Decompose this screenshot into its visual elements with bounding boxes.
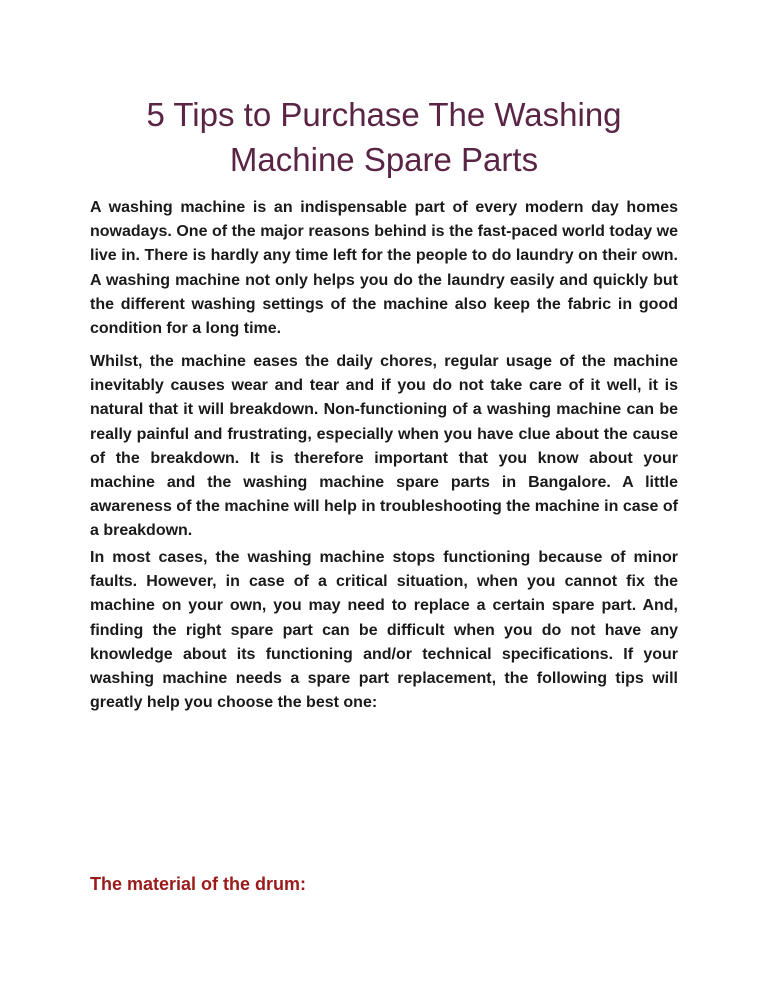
paragraph-wear-and-tear: Whilst, the machine eases the daily chores, regular usage of the machine inevitably causes wear and tear and if you do not take care of it well, it is natural that it will breakdown. Non-functioning of a washing machine can be really painful and frustrating, especially when you have clue about the cause of the breakdown. It is therefore important that you know about your machine and the washing machine spare parts in Bangalore. A little awareness of the machine will help in troubleshooting the machine in case of a breakdown. [90,353,678,540]
paragraph-minor-faults: In most cases, the washing machine stops functioning because of minor faults. However, in case of a critical situation, when you cannot fix the machine on your own, you may need to replace a certain spare part. And, finding the right spare part can be difficult when you do not have any knowledge about its functioning and/or technical specifications. If your washing machine needs a spare part replacement, the following tips will greatly help you choose the best one: [90,549,678,712]
paragraph-intro: A washing machine is an indispensable part of every modern day homes nowadays. One of the major reasons behind is the fast-paced world today we live in. There is hardly any time left for the people to do laundry on their own. A washing machine not only helps you do the laundry easily and quickly but the different washing settings of the machine also keep the fabric in good condition for a long time. [90,199,678,338]
title-line-1: 5 Tips to Purchase The Washing [146,96,622,133]
section-heading-drum-material: The material of the drum: [90,874,307,894]
title-line-2: Machine Spare Parts [229,141,539,178]
page-title [90,92,678,182]
